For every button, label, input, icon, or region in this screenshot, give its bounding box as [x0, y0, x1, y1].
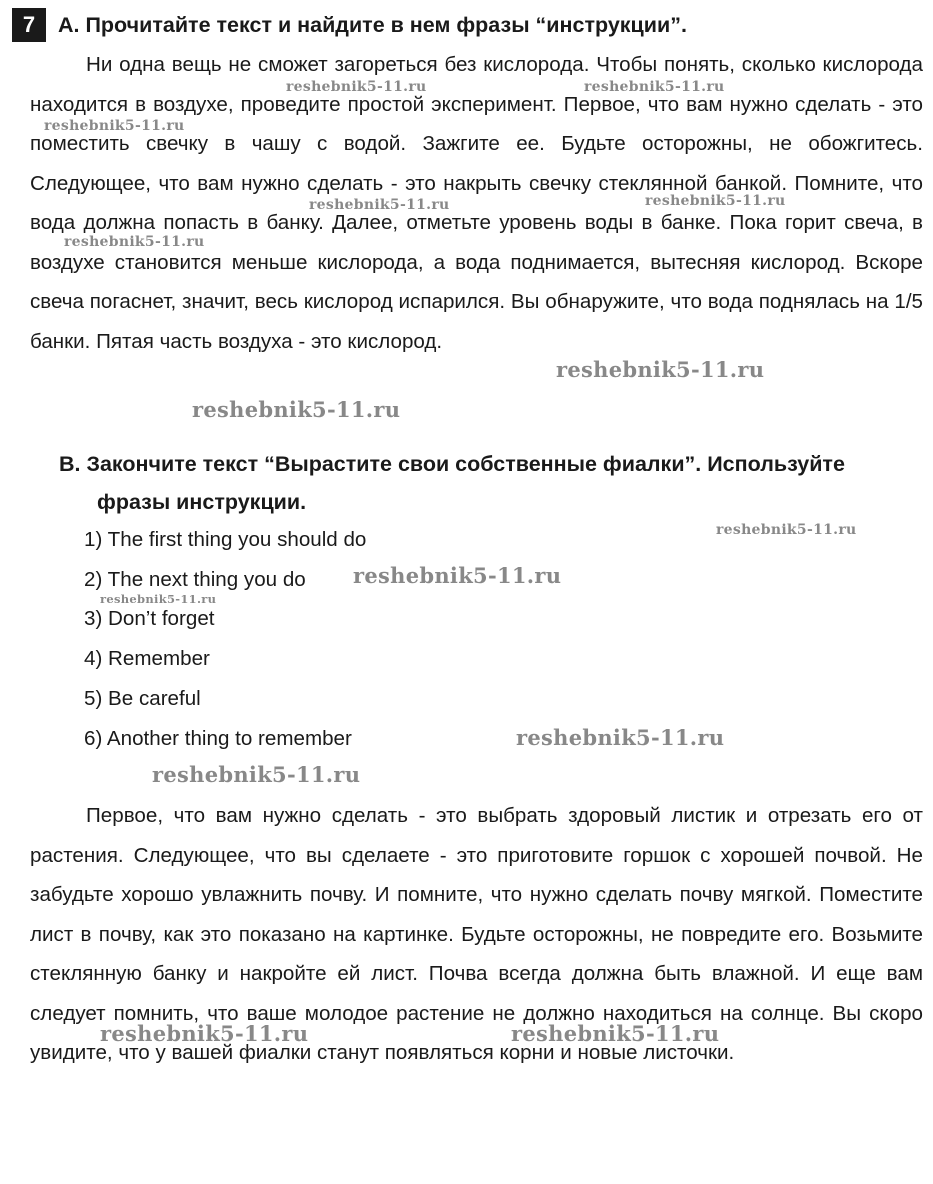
- watermark: reshebnik5-11.ru: [645, 193, 786, 209]
- watermark: reshebnik5-11.ru: [64, 234, 205, 250]
- part-a-heading: A. Прочитайте текст и найдите в нем фразы “инструкции”.: [58, 13, 687, 37]
- part-b-heading-line1: B. Закончите текст “Вырастите свои собственные фиалки”. Используйте: [59, 452, 845, 476]
- watermark: reshebnik5-11.ru: [556, 357, 765, 382]
- watermark: reshebnik5-11.ru: [309, 197, 450, 213]
- list-item: 5) Be careful: [84, 686, 201, 710]
- watermark: reshebnik5-11.ru: [100, 592, 217, 606]
- phrase-list: [84, 520, 366, 758]
- part-b-text: Первое, что вам нужно сделать - это выбрать здоровый листик и отрезать его от растения. Следующее, что вы сделаете - это приготовите горшок с хорошей почвой. Не забудьте хорошо увлажнить почву. И помните, что нужно сделать почву мягкой. Поместите лист в почву, как это показано на картинке. Будьте осторожны, не повредите его. Возьмите стеклянную банку и накройте ей лист. Почва всегда должна быть влажной. И еще вам следует помнить, что ваше молодое растение не должно находиться на солнце. Вы скоро увидите, что у вашей фиалки станут появляться корни и новые листочки.: [30, 804, 923, 1064]
- watermark: reshebnik5-11.ru: [353, 563, 562, 588]
- watermark: reshebnik5-11.ru: [716, 522, 857, 538]
- watermark: reshebnik5-11.ru: [584, 79, 725, 95]
- list-item: 2) The next thing you do: [84, 567, 306, 591]
- part-b-heading: [59, 445, 929, 521]
- watermark: reshebnik5-11.ru: [286, 79, 427, 95]
- list-item: 6) Another thing to remember: [84, 726, 352, 750]
- exercise-number: 7: [12, 8, 46, 42]
- list-item: 3) Don’t forget: [84, 607, 215, 631]
- part-a-text: Ни одна вещь не сможет загореться без кислорода. Чтобы понять, сколько кислорода находится в воздухе, проведите простой эксперимент. Первое, что вам нужно сделать - это поместить свечку в чашу с водой. Зажгите ее. Будьте осторожны, не обожгитесь. Следующее, что вам нужно сделать - это накрыть свечку стеклянной банкой. Помните, что вода должна попасть в банку. Далее, отметьте уровень воды в банке. Пока горит свеча, в воздухе становится меньше кислорода, а вода поднимается, вытесняя кислород. Вскоре свеча погаснет, значит, весь кислород испарился. Вы обнаружите, что вода поднялась на 1/5 банки. Пятая часть воздуха - это кислород.: [30, 53, 923, 353]
- list-item: 1) The first thing you should do: [84, 528, 367, 551]
- watermark: reshebnik5-11.ru: [100, 1021, 309, 1046]
- part-b-heading-line2: фразы инструкции.: [97, 490, 307, 514]
- watermark: reshebnik5-11.ru: [152, 762, 361, 787]
- watermark: reshebnik5-11.ru: [516, 725, 725, 750]
- watermark: reshebnik5-11.ru: [192, 397, 401, 422]
- list-item: 4) Remember: [84, 647, 210, 671]
- watermark: reshebnik5-11.ru: [44, 118, 185, 134]
- watermark: reshebnik5-11.ru: [511, 1021, 720, 1046]
